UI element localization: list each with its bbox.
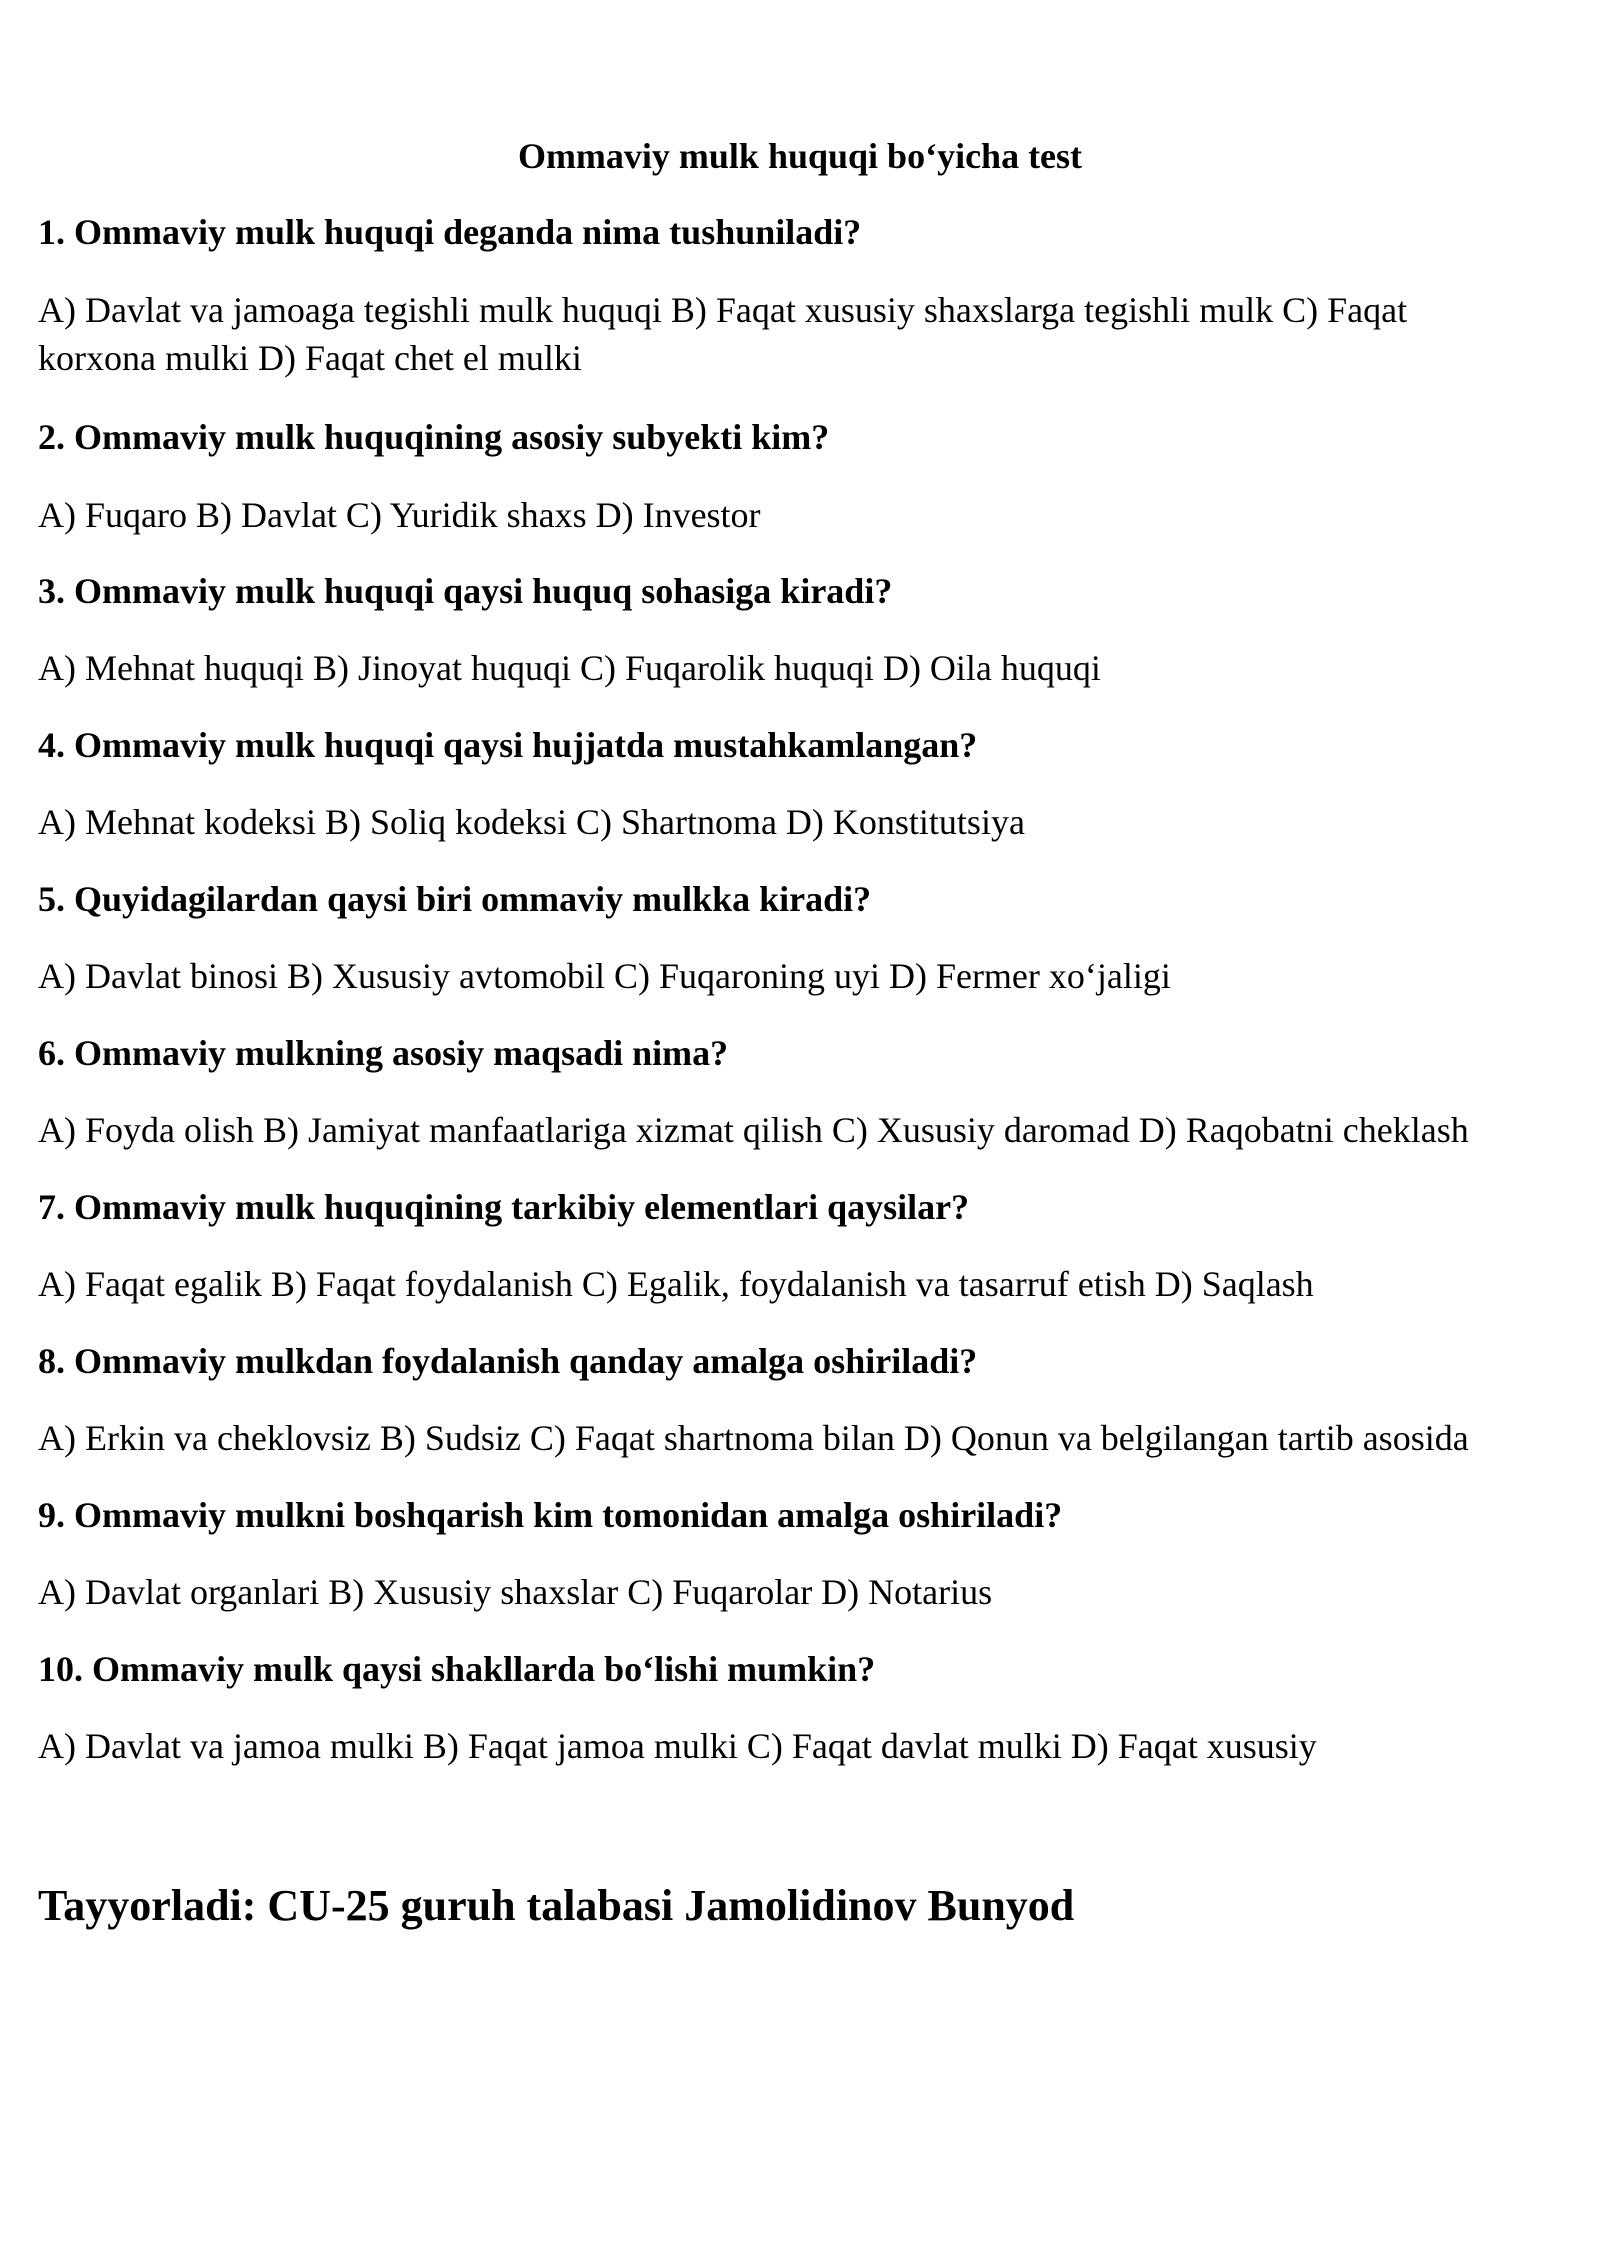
question-text: 3. Ommaviy mulk huquqi qaysi huquq sohasiga kiradi? <box>38 571 893 611</box>
question-text: 7. Ommaviy mulk huquqining tarkibiy elementlari qaysilar? <box>38 1187 970 1227</box>
question-text: 10. Ommaviy mulk qaysi shakllarda bo‘lishi mumkin? <box>38 1649 876 1689</box>
answer-options: A) Erkin va cheklovsiz B) Sudsiz C) Faqat shartnoma bilan D) Qonun va belgilangan tartib asosida <box>38 1418 1469 1458</box>
document-title: Ommaviy mulk huquqi bo‘yicha test <box>517 136 1083 176</box>
question-block-4 <box>38 721 1562 842</box>
author-credit: Tayyorladi: CU-25 guruh talabasi Jamolidinov Bunyod <box>38 1881 1075 1930</box>
question-block-1 <box>38 208 1562 378</box>
answer-options: A) Davlat va jamoa mulki B) Faqat jamoa mulki C) Faqat davlat mulki D) Faqat xususiy <box>38 1726 1317 1766</box>
answer-options: A) Mehnat huquqi B) Jinoyat huquqi C) Fuqarolik huquqi D) Oila huquqi <box>38 648 1101 688</box>
question-text: 5. Quyidagilardan qaysi biri ommaviy mulkka kiradi? <box>38 879 872 919</box>
answer-options: A) Faqat egalik B) Faqat foydalanish C) Egalik, foydalanish va tasarruf etish D) Saqlash <box>38 1264 1314 1304</box>
question-block-7 <box>38 1183 1562 1304</box>
question-text: 9. Ommaviy mulkni boshqarish kim tomonidan amalga oshiriladi? <box>38 1495 1063 1535</box>
question-block-3 <box>38 567 1562 688</box>
answer-options: A) Davlat binosi B) Xususiy avtomobil C) Fuqaroning uyi D) Fermer xo‘jaligi <box>38 956 1171 996</box>
question-block-10 <box>38 1645 1562 1766</box>
question-block-8 <box>38 1337 1562 1458</box>
question-block-6 <box>38 1029 1562 1150</box>
question-text: 6. Ommaviy mulkning asosiy maqsadi nima? <box>38 1033 729 1073</box>
question-block-2 <box>38 413 1562 535</box>
question-text: 4. Ommaviy mulk huquqi qaysi hujjatda mustahkamlangan? <box>38 725 978 765</box>
question-block-5 <box>38 875 1562 996</box>
question-text: 1. Ommaviy mulk huquqi deganda nima tushuniladi? <box>38 212 862 252</box>
question-text: 2. Ommaviy mulk huquqining asosiy subyekti kim? <box>38 417 830 457</box>
question-text: 8. Ommaviy mulkdan foydalanish qanday amalga oshiriladi? <box>38 1341 978 1381</box>
answer-options: A) Foyda olish B) Jamiyat manfaatlariga xizmat qilish C) Xususiy daromad D) Raqobatni cheklash <box>38 1110 1469 1150</box>
answer-options: A) Fuqaro B) Davlat C) Yuridik shaxs D) Investor <box>38 495 761 535</box>
answer-options: A) Davlat va jamoaga tegishli mulk huquqi B) Faqat xususiy shaxslarga tegishli mulk C) Faqat korxona mulki D) Faqat chet el mulki <box>38 290 1408 378</box>
answer-options: A) Davlat organlari B) Xususiy shaxslar C) Fuqarolar D) Notarius <box>38 1572 993 1612</box>
answer-options: A) Mehnat kodeksi B) Soliq kodeksi C) Shartnoma D) Konstitutsiya <box>38 802 1025 842</box>
question-block-9 <box>38 1491 1562 1612</box>
